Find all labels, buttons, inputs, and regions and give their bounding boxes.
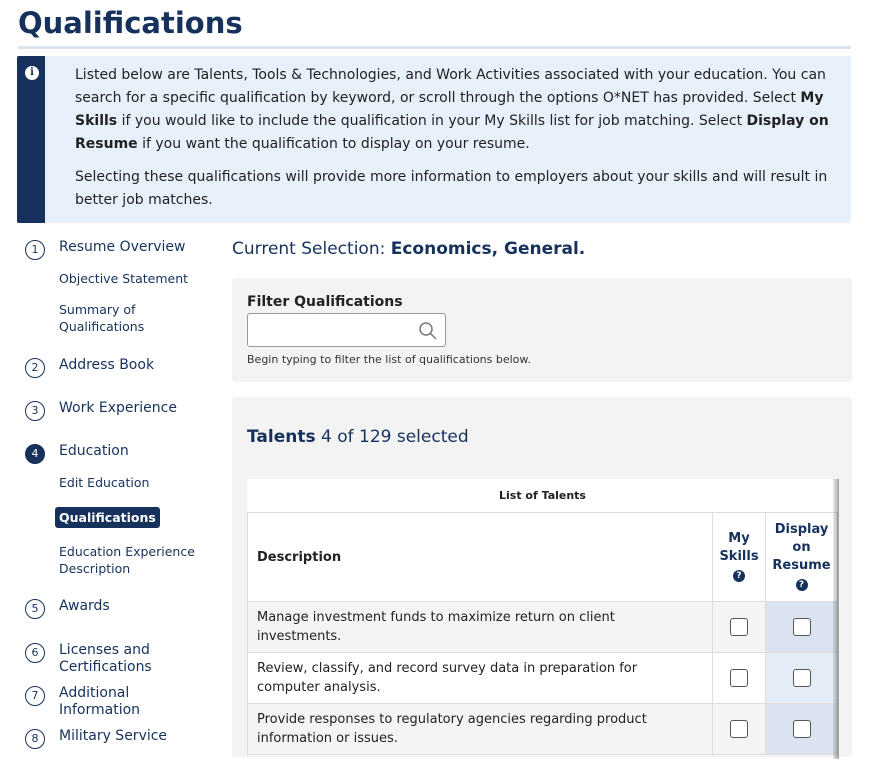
my-skills-checkbox[interactable] <box>730 720 748 738</box>
sidebar-item-label: Licenses and Certifications <box>59 642 152 675</box>
info-paragraph-2: Selecting these qualifications will provide more information to employers about your skills and will result in better job matches. <box>75 169 828 208</box>
step-number: 6 <box>25 643 45 663</box>
my-skills-checkbox[interactable] <box>730 618 748 636</box>
table-row <box>248 704 838 755</box>
current-selection: Current Selection: Economics, General. <box>232 239 586 259</box>
sidebar-sub-objective-statement[interactable]: Objective Statement <box>59 271 189 286</box>
sidebar-item-label: Awards <box>59 598 110 614</box>
display-on-resume-checkbox[interactable] <box>793 618 811 636</box>
current-selection-value: Economics, General. <box>390 239 586 259</box>
sidebar-sub-qualifications[interactable]: Qualifications <box>55 507 160 528</box>
info-paragraph-1: Listed below are Talents, Tools & Technologies, and Work Activities associated with your education. You can search for a specific qualification by keyword, or scroll through the options O*NET has provided. Select My Skills if you would like to include the qualification in your My Skills list for job matching. Select Display on Resume if you want the qualification to display on your resume. <box>75 67 829 152</box>
talents-selected-count: 4 of 129 selected <box>321 427 469 447</box>
talents-panel <box>232 397 852 757</box>
row-description: Review, classify, and record survey data in preparation for computer analysis. <box>248 653 713 704</box>
sidebar-item-label: Education <box>59 443 129 459</box>
step-number: 5 <box>25 599 45 619</box>
sidebar-item-label: Address Book <box>59 357 155 373</box>
sidebar-item-additional-information[interactable] <box>25 685 159 719</box>
sidebar-sub-education-experience-description[interactable]: Education Experience Description <box>59 544 195 576</box>
row-description: Provide responses to regulatory agencies regarding product information or issues. <box>248 704 713 755</box>
table-caption: List of Talents <box>248 479 838 513</box>
display-cell <box>766 704 838 755</box>
step-number: 8 <box>25 729 45 749</box>
display-cell <box>766 602 838 653</box>
help-icon[interactable]: ? <box>796 579 808 591</box>
sidebar-item-label: Additional Information <box>59 685 141 718</box>
info-text <box>75 64 835 222</box>
info-icon: i <box>25 66 39 80</box>
search-icon[interactable] <box>418 321 438 341</box>
title-divider <box>18 46 851 49</box>
step-number: 3 <box>25 401 45 421</box>
display-on-resume-checkbox[interactable] <box>793 669 811 687</box>
filter-label: Filter Qualifications <box>247 294 403 310</box>
my-skills-cell <box>713 704 766 755</box>
column-header-description: Description <box>248 513 713 602</box>
talents-heading: Talents 4 of 129 selected <box>247 427 469 447</box>
sidebar-item-label: Work Experience <box>59 400 177 416</box>
info-bar <box>17 56 45 223</box>
page-title: Qualifications <box>18 6 243 40</box>
info-notice <box>17 56 851 223</box>
step-number: 2 <box>25 358 45 378</box>
sidebar-item-awards[interactable] <box>25 598 110 619</box>
step-number: 4 <box>25 444 45 464</box>
filter-input[interactable] <box>247 313 446 347</box>
sidebar-sub-edit-education[interactable]: Edit Education <box>59 475 150 490</box>
table-scroll-shadow <box>833 479 839 759</box>
column-header-my-skills: My Skills ? <box>713 513 766 602</box>
sidebar-item-address-book[interactable] <box>25 357 154 378</box>
sidebar-item-resume-overview[interactable] <box>25 239 186 260</box>
sidebar-item-work-experience[interactable] <box>25 400 177 421</box>
filter-hint: Begin typing to filter the list of qualifications below. <box>247 353 531 366</box>
sidebar-item-education[interactable] <box>25 443 129 464</box>
help-icon[interactable]: ? <box>733 570 745 582</box>
filter-panel <box>232 278 852 382</box>
column-header-display-on-resume: Display on Resume ? <box>766 513 838 602</box>
my-skills-cell <box>713 602 766 653</box>
my-skills-checkbox[interactable] <box>730 669 748 687</box>
sidebar-item-label: Military Service <box>59 728 168 744</box>
sidebar-sub-summary-of-qualifications[interactable]: Summary of Qualifications <box>59 302 145 334</box>
step-number: 1 <box>25 240 45 260</box>
sidebar-item-licenses-and-certifications[interactable] <box>25 642 169 676</box>
display-cell <box>766 653 838 704</box>
step-number: 7 <box>25 686 45 706</box>
my-skills-cell <box>713 653 766 704</box>
table-row <box>248 602 838 653</box>
talents-table <box>247 479 838 755</box>
table-row <box>248 653 838 704</box>
sidebar-item-label: Resume Overview <box>59 239 186 255</box>
talents-table-wrap[interactable] <box>247 479 837 755</box>
row-description: Manage investment funds to maximize return on client investments. <box>248 602 713 653</box>
display-on-resume-checkbox[interactable] <box>793 720 811 738</box>
